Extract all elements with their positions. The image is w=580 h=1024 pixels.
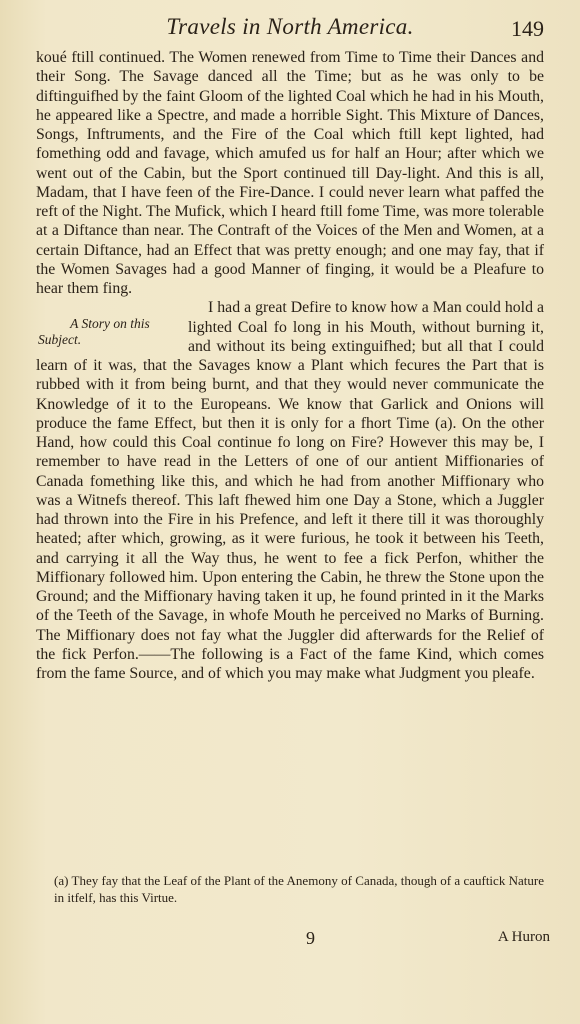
paragraph-coal-story: I had a great Defire to know how a Man could hold a lighted Coal fo long in his Mouth, without burning it, and without its being extinguifhed; but all that I could learn of it was, that the Savages know a Plant which fecures the Part that is rubbed with it from being burnt, and that they would never communicate the Knowledge of it to the Europeans. We know that Garlick and Onions will produce the fame Effect, but then it is only for a fhort Time (a). On the other Hand, how could this Coal continue fo long on Fire? However this may be, I remember to have read in the Letters of one of our antient Miffionaries of Canada fomething like this, and which he had from another Miffionary who was a Witnefs thereof. This laft fhewed him one Day a Stone, which a Juggler had thrown into the Fire in his Prefence, and left it there till it was thoroughly heated; after which, growing, as it were furious, he took it between his Teeth, and carrying it all the Way thus, he went to fee a fick Perfon, whither the Miffionary followed him. Upon entering the Cabin, he threw the Stone upon the Ground; and the Miffionary having taken it up, he found printed in it the Marks of the Teeth of the Savage, in whofe Mouth he perceived no Marks of Burning. The Miffionary does not fay what the Juggler did afterwards for the Relief of the fick Perfon.——The following is a Fact of the fame Kind, which comes from the fame Source, and of which you may make what Judgment you pleafe. [36,299,544,682]
footnote: (a) They fay that the Leaf of the Plant of the Anemony of Canada, though of a cauftick Nature in itfelf, has this Virtue. [54,873,544,905]
paragraph-fire-dance: koué ftill continued. The Women renewed from Time to Time their Dances and their Song. The Savage danced all the Time; but as he was only to be diftinguifhed by the faint Gloom of the lighted Coal which he had in his Mouth, he appeared like a Spectre, and made a horrible Sight. This Mixture of Dances, Songs, Inftruments, and the Fire of the Coal which ftill kept lighted, had fomething odd and favage, which amufed us for half an Hour; after which we went out of the Cabin, but the Sport continued till Day-light. And this is all, Madam, that I have feen of the Fire-Dance. I could never learn what paffed the reft of the Night. The Mufick, which I heard ftill fome Time, was more tolerable at a Diftance than near. The Contraft of the Voices of the Men and Women, at a certain Diftance, had an Effect that was pretty enough; and one may fay, that if the Women Savages had a good Manner of finging, it would be a Pleafure to hear them fing. [36,49,544,297]
margin-note-line-2: Subject. [38,332,82,348]
page-footer [0,928,580,952]
signature-mark: 9 [306,928,315,948]
running-head [0,12,580,46]
running-title: Travels in North America. [166,14,414,39]
body-text [36,48,544,683]
catchword: A Huron [497,929,550,945]
page-number: 149 [511,16,544,41]
margin-note-line-1: A Story on this [70,316,150,332]
margin-note [36,316,184,348]
